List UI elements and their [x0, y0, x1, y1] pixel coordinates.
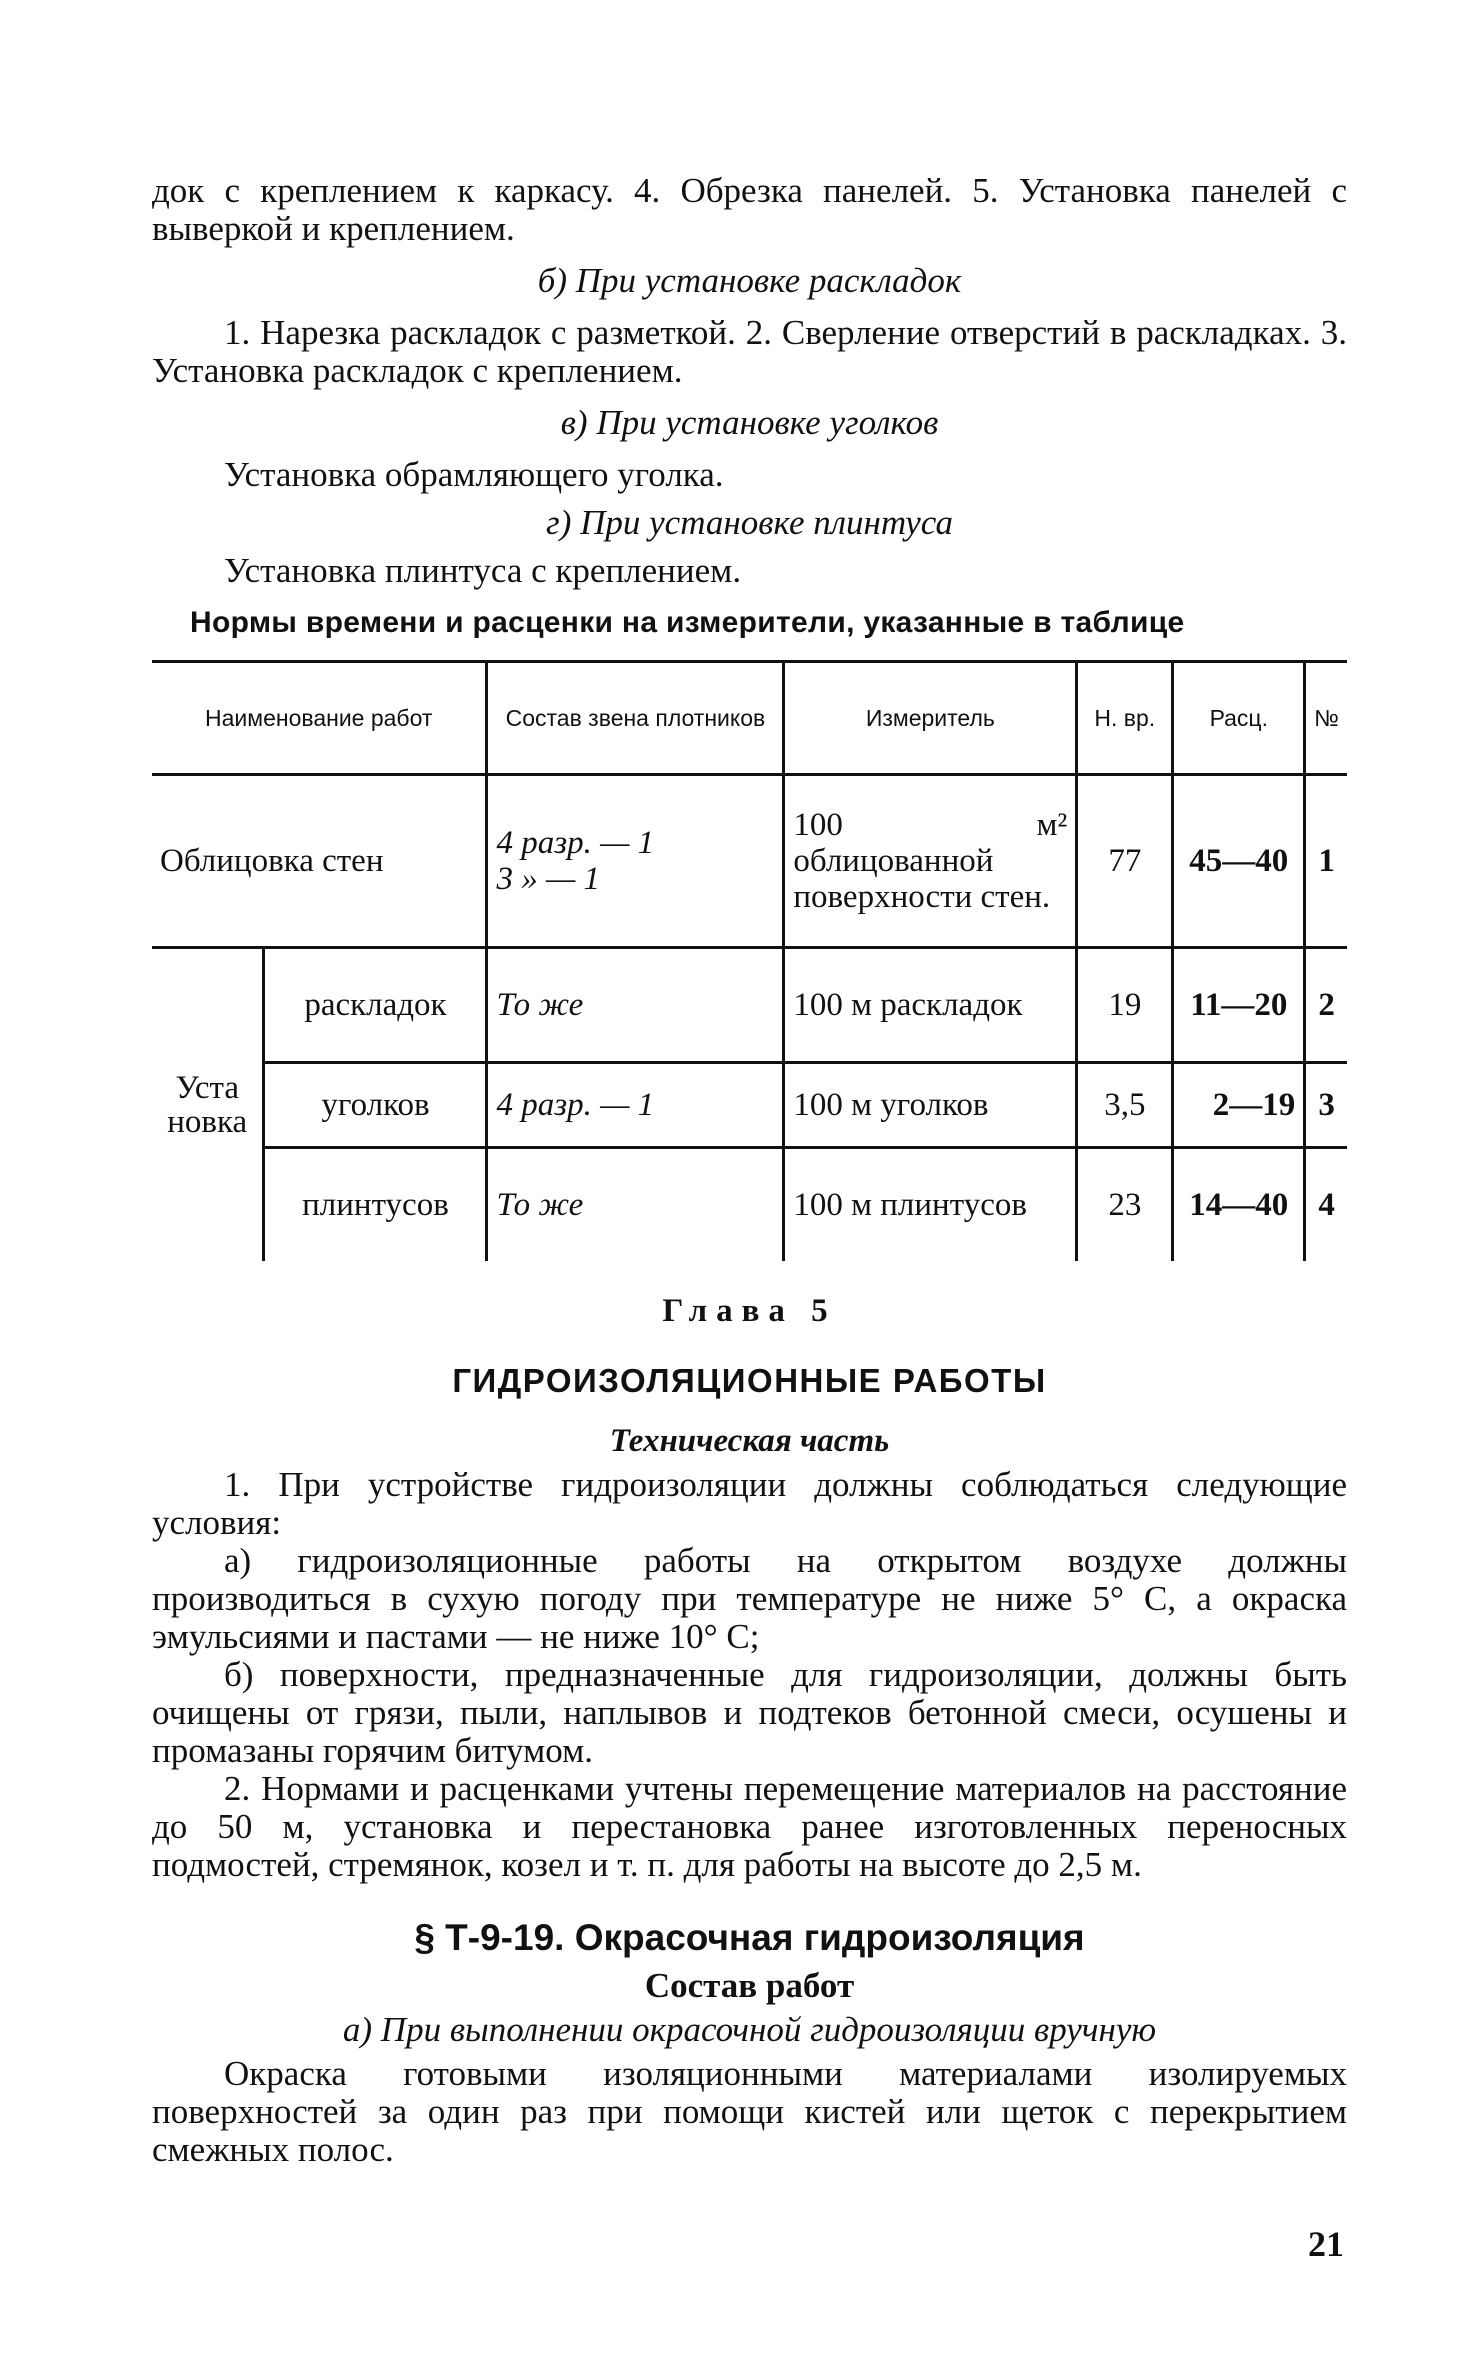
table-row — [152, 1148, 1347, 1262]
cell-no: 4 — [1305, 1148, 1347, 1262]
chapter-paragraph-2: 2. Нормами и расценками учтены перемещение материалов на расстояние до 50 м, установка и перестановка ранее изготовленных переносных подмостей, стремянок, козел и т. п. для работы на высоте до 2,5 м. — [152, 1769, 1347, 1884]
cell-unit: 100 м уголков — [784, 1063, 1077, 1148]
group-label: Установка — [167, 1070, 248, 1140]
chapter-paragraph-1a: а) гидроизоляционные работы на открытом воздухе должны производиться в сухую погоду при температуре не ниже 5° С, а окраска эмульсиями и пастами — не ниже 10° С; — [152, 1541, 1347, 1656]
section-title: § Т-9-19. Окрасочная гидроизоляция — [414, 1917, 1085, 1958]
cell-no: 3 — [1305, 1063, 1347, 1148]
chapter-title: ГИДРОИЗОЛЯЦИОННЫЕ РАБОТЫ — [452, 1362, 1047, 1399]
subsection-b-heading: б) При установке раскладок — [537, 261, 962, 300]
header-norm: Н. вр. — [1077, 662, 1173, 775]
table-caption: Нормы времени и расценки на измерители, указанные в таблице — [190, 606, 1185, 639]
cell-no: 1 — [1305, 775, 1347, 948]
crew-line: 4 разр. — 1 — [496, 825, 655, 861]
header-unit: Измеритель — [784, 662, 1077, 775]
header-name: Наименование работ — [205, 705, 433, 731]
cell-norm: 23 — [1077, 1148, 1173, 1262]
subsection-b-text: 1. Нарезка раскладок с разметкой. 2. Сверление отверстий в раскладках. 3. Установка раскладок с креплением. — [152, 313, 1347, 390]
norms-table — [152, 660, 1347, 1261]
section-t-9-19 — [152, 1917, 1347, 2169]
table-row — [152, 1063, 1347, 1148]
cell-crew: 4 разр. — 1 — [487, 1063, 784, 1148]
cell-crew — [487, 775, 784, 948]
subsection-v-text: Установка обрамляющего уголка. — [224, 455, 724, 494]
cell-price: 2—19 — [1173, 1063, 1305, 1148]
subsection-v-heading: в) При установке уголков — [560, 403, 939, 442]
cell-unit: 100 м плинтусов — [784, 1148, 1077, 1262]
table-row — [152, 948, 1347, 1063]
cell-unit: 100 м² облицованной поверхности стен. — [784, 775, 1077, 948]
cell-norm: 19 — [1077, 948, 1173, 1063]
cell-norm: 77 — [1077, 775, 1173, 948]
header-price: Расц. — [1173, 662, 1305, 775]
continuation-text: док с креплением к каркасу. 4. Обрезка панелей. 5. Установка панелей с выверкой и креплением. — [152, 171, 1347, 248]
cell-price: 11—20 — [1173, 948, 1305, 1063]
page-number: 21 — [1308, 2224, 1344, 2264]
subsection-g-heading: г) При установке плинтуса — [546, 503, 953, 542]
cell-price: 14—40 — [1173, 1148, 1305, 1262]
chapter-label: Глава 5 — [662, 1293, 837, 1329]
cell-price: 45—40 — [1173, 775, 1305, 948]
intro-section — [152, 172, 1347, 590]
section-composition: Состав работ — [644, 1966, 855, 2005]
cell-group — [152, 948, 264, 1262]
section-a-text: Окраска готовыми изоляционными материалами изолируемых поверхностей за один раз при помощи кистей или щеток с перекрытием смежных полос. — [152, 2054, 1347, 2169]
cell-name: уголков — [264, 1063, 487, 1148]
subsection-g-text: Установка плинтуса с креплением. — [224, 551, 742, 590]
section-a-heading: а) При выполнении окрасочной гидроизоляции вручную — [342, 2010, 1157, 2049]
cell-name: раскладок — [264, 948, 487, 1063]
header-no: № — [1305, 662, 1347, 775]
cell-unit: 100 м раскладок — [784, 948, 1077, 1063]
cell-crew: То же — [487, 1148, 784, 1262]
table-row — [152, 775, 1347, 948]
header-crew: Состав звена плотников — [487, 662, 784, 775]
cell-norm: 3,5 — [1077, 1063, 1173, 1148]
cell-name: плинтусов — [264, 1148, 487, 1262]
table-header-row — [152, 662, 1347, 775]
cell-crew: То же — [487, 948, 784, 1063]
crew-line: 3 » — 1 — [496, 861, 601, 897]
cell-no: 2 — [1305, 948, 1347, 1063]
chapter-section — [152, 1292, 1347, 1884]
chapter-paragraph-1: 1. При устройстве гидроизоляции должны соблюдаться следующие условия: — [152, 1465, 1347, 1542]
cell-name: Облицовка стен — [160, 843, 384, 879]
chapter-subtitle: Техническая часть — [609, 1423, 890, 1459]
chapter-paragraph-1b: б) поверхности, предназначенные для гидроизоляции, должны быть очищены от грязи, пыли, наплывов и подтеков бетонной смеси, осушены и промазаны горячим битумом. — [152, 1655, 1347, 1770]
